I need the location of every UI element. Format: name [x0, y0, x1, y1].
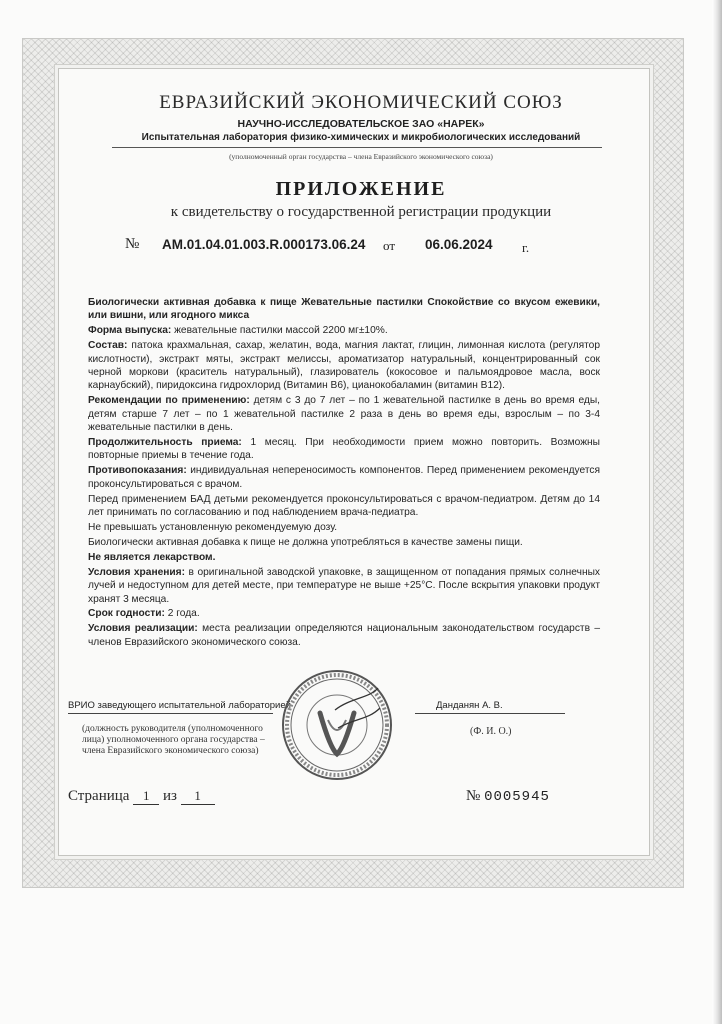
not-drug-text: Не является лекарством.	[88, 551, 216, 563]
page-current: 1	[133, 788, 159, 805]
certificate-number: AM.01.04.01.003.R.000173.06.24	[162, 237, 366, 252]
page-total: 1	[181, 788, 215, 805]
recommend-paragraph	[88, 394, 600, 434]
duration-label: Продолжительность приема:	[88, 437, 242, 449]
product-description	[88, 296, 600, 651]
storage-text: в оригинальной заводской упаковке, в защищенном от попадания прямых солнечных лучей и недоступном для детей месте, при температуре не выше +25°С. После вскрытия упаковки продукт хранят 3 месяца.	[88, 566, 600, 605]
position-caption: (должность руководителя (уполномоченного лица) уполномоченного органа государства – члена Евразийского экономического союза)	[82, 724, 265, 756]
position-underline	[68, 713, 273, 714]
duration-paragraph	[88, 436, 600, 463]
sale-paragraph	[88, 622, 600, 649]
recommend-label: Рекомендации по применению:	[88, 395, 250, 407]
institute-name: НАУЧНО-ИССЛЕДОВАТЕЛЬСКОЕ ЗАО «НАРЕК»	[237, 118, 485, 130]
certificate-date: 06.06.2024	[425, 237, 493, 252]
form-label: Форма выпуска:	[88, 325, 172, 337]
storage-label: Условия хранения:	[88, 566, 186, 578]
recommend-text: детям с 3 до 7 лет – по 1 жевательной пастилке в день во время еды, детям старше 7 лет – по 1 жевательной пастилке 2 раза в день во время еды, взрослым – по 3-4 жевательные пастилки в день.	[88, 395, 600, 434]
shelf-paragraph	[88, 607, 600, 620]
composition-text: патока крахмальная, сахар, желатин, вода, магния лактат, глицин, лимонная кислота (регулятор кислотности), экстракт мяты, экстракт мелиссы, ароматизатор натуральный, концентрированный сок черной моркови (краситель натуральный), глазирователь (кокосовое и пальмоядровое масла, воск карнаубский), пиридоксина гидрохлорид (Витамин В6), цианокобаламин (витамин В12).	[88, 340, 600, 392]
composition-label: Состав:	[88, 340, 128, 352]
serial-number: 0005945	[484, 789, 550, 805]
shelf-text: 2 года.	[167, 608, 200, 620]
year-suffix: г.	[522, 240, 530, 255]
contra-text: индивидуальная непереносимость компонентов. Перед применением рекомендуется проконсультироваться с врачом.	[88, 465, 600, 490]
shelf-label: Срок годности:	[88, 608, 165, 620]
page-of-label: из	[162, 788, 177, 804]
form-paragraph	[88, 324, 600, 337]
page-label: Страница	[68, 788, 130, 804]
fio-caption: (Ф. И. О.)	[470, 726, 512, 737]
dose-text: Не превышать установленную рекомендуемую дозу.	[88, 522, 338, 533]
composition-paragraph	[88, 339, 600, 393]
form-text: жевательные пастилки массой 2200 мг±10%.	[174, 325, 388, 337]
laboratory-name: Испытательная лаборатория физико-химических и микробиологических исследований	[141, 132, 581, 143]
certificate-number-row	[0, 236, 722, 258]
children-text: Перед применением БАД детьми рекомендуется проконсультироваться с врачом-педиатром. Детям до 14 лет принимать по согласованию и под наблюдением врача-педиатра.	[88, 493, 600, 519]
signatory-name: Данданян А. В.	[436, 700, 503, 711]
contra-paragraph	[88, 464, 600, 491]
sale-text: места реализации определяются национальным законодательством государств – членов Евразийского экономического союза.	[88, 623, 600, 648]
duration-text: 1 месяц. При необходимости прием можно повторить. Возможны повторные приемы в течение года.	[88, 437, 600, 462]
union-title: ЕВРАЗИЙСКИЙ ЭКОНОМИЧЕСКИЙ СОЮЗ	[159, 92, 563, 113]
storage-paragraph	[88, 566, 600, 606]
signatory-position: ВРИО заведующего испытательной лабораторией	[68, 700, 291, 711]
name-underline	[415, 713, 565, 714]
from-label: от	[383, 238, 396, 253]
page-counter	[68, 788, 215, 805]
page-title: ПРИЛОЖЕНИЕ	[275, 178, 447, 200]
round-stamp-icon	[280, 668, 395, 783]
form-serial	[466, 788, 550, 805]
org-caption: (уполномоченный орган государства – члена Евразийского экономического союза)	[229, 152, 493, 161]
serial-label: №	[466, 788, 481, 804]
food-text: Биологически активная добавка к пище не должна употребляться в качестве замены пищи.	[88, 536, 523, 548]
contra-label: Противопоказания:	[88, 465, 187, 477]
product-name: Биологически активная добавка к пище Жевательные пастилки Спокойствие со вкусом ежевики, или вишни, или ягодного микса	[88, 297, 600, 322]
scan-edge-shadow	[712, 0, 722, 1024]
page-subtitle: к свидетельству о государственной регистрации продукции	[170, 204, 552, 220]
sale-label: Условия реализации:	[88, 623, 198, 635]
header-divider	[112, 147, 602, 148]
number-sign: №	[125, 236, 140, 252]
